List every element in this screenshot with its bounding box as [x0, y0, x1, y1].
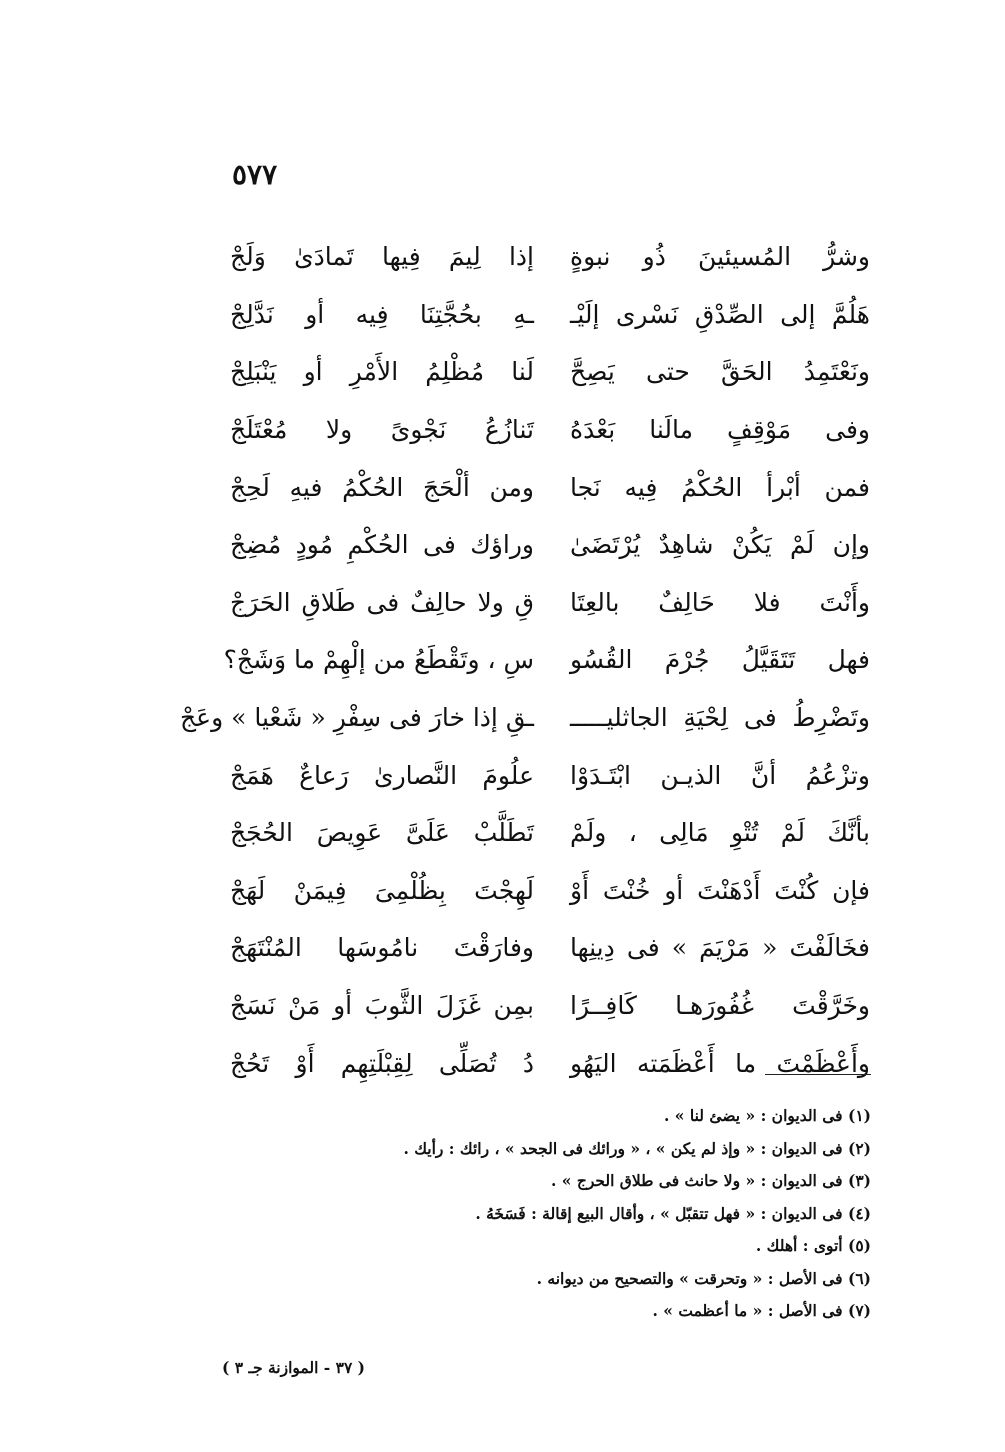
verse-second-hemistich: ـقِ إذا خارَ فى سِفْرِ « شَعْيا » وعَجْ — [180, 703, 534, 733]
verse-first-hemistich: وتَضْرِطُ فى لِحْيَةِ الجاثليـــــ — [570, 703, 870, 733]
verse-line — [230, 804, 870, 862]
verse-first-hemistich: وفى مَوْقِفٍ مالَنا بَعْدَهُ — [570, 415, 870, 445]
verse-second-hemistich: علُومَ النَّصارىٰ رَعاعٌ هَمَجْ — [230, 760, 534, 790]
verse-second-hemistich: وفارَقْتَ نامُوسَها المُنْتَهَجْ — [230, 933, 534, 963]
verse-first-hemistich: بأنَّكَ لَمْ تُتْوِ مَالِى ، ولَمْ — [570, 818, 870, 848]
verse-line — [230, 919, 870, 977]
verse-line — [230, 746, 870, 804]
verse-first-hemistich: وأَنْتَ فلا حَالِفٌ بالعِتَا — [570, 587, 870, 617]
verse-line — [230, 401, 870, 459]
verse-line — [230, 1034, 870, 1092]
verse-first-hemistich: فإن كُنْتَ أَدْهَنْتَ أو خُنْتَ أَوْ — [570, 875, 870, 905]
verse-first-hemistich: وتزْعُمُ أنَّ الذيـن ابْتَـدَوْا — [570, 760, 870, 790]
page-number: ٥٧٧ — [232, 158, 278, 191]
footnote-separator — [765, 1074, 871, 1075]
verse-first-hemistich: وأَعْظَمْتَ ما أَعْظَمَته اليَهُو — [570, 1048, 870, 1078]
verse-second-hemistich: ـهِ بحُجَّتِنَا فِيه أو نَدَّلِجْ — [230, 299, 534, 329]
verse-second-hemistich: لَنا مُظْلِمُ الأَمْرِ أو يَنْبَلِجْ — [230, 357, 534, 387]
footnote: (٦) فى الأصل : « وتحرقت » والتصحيح من ديوانه . — [536, 1268, 871, 1288]
verse-line — [230, 228, 870, 286]
verse-line — [230, 286, 870, 344]
footnote: (١) فى الديوان : « يضئ لنا » . — [664, 1106, 871, 1125]
footnote: (٢) فى الديوان : « وإذ لم يكن » ، « ورائك فى الجحد » ، رائك : رأيك . — [403, 1138, 871, 1158]
verse-line — [230, 516, 870, 574]
verse-first-hemistich: فهل تَتَقَيَّلُ جُرْمَ القُسُو — [570, 645, 870, 675]
verse-line — [223, 631, 870, 689]
verse-first-hemistich: وإن لَمْ يَكُنْ شاهِدٌ يُرْتَضَىٰ — [570, 530, 870, 560]
verse-first-hemistich: فخَالَفْتَ « مَرْيَمَ » فى دِينِها — [570, 933, 870, 963]
book-signature: ( ٣٧ - الموازنة جـ ٣ ) — [222, 1358, 366, 1377]
verse-second-hemistich: بمِن غَزَلَ الثَّوبَ أو مَنْ نَسَجْ — [230, 991, 534, 1021]
verse-second-hemistich: تَطَلَّبْ عَلَىَّ عَوِيصَ الحُجَجْ — [230, 818, 534, 848]
verse-line — [230, 977, 870, 1035]
verse-line — [230, 574, 870, 632]
verse-second-hemistich: دُ تُصَلِّى لِقِبْلَتِهِم أَوْ تَحُجْ — [230, 1048, 534, 1078]
footnote: (٣) فى الديوان : « ولا حانث فى طلاق الحرج » . — [550, 1171, 871, 1190]
verse-first-hemistich: فمن أبْرأ الحُكْمُ فِيه نَجا — [570, 472, 870, 502]
verse-second-hemistich: تَنازُعُ نَجْوىً ولا مُعْتَلَجْ — [230, 415, 534, 445]
footnote: (٥) أتوى : أهلك . — [755, 1236, 871, 1255]
verse-second-hemistich: ومن ألْحَجَ الحُكْمُ فيهِ لَحِجْ — [230, 472, 534, 502]
verse-line — [230, 458, 870, 516]
footnote: (٤) فى الديوان : « فهل تتقبّل » ، وأقال البيع إقالة : فَسَخَهُ . — [475, 1203, 871, 1223]
footnote: (٧) فى الأصل : « ما أعظمت » . — [652, 1301, 871, 1320]
verse-second-hemistich: وراؤك فى الحُكْمِ مُودٍ مُضِجْ — [230, 530, 534, 560]
verse-second-hemistich: قِ ولا حالِفٌ فى طَلاقِ الحَرَجْ — [230, 587, 534, 617]
footnotes — [250, 1100, 871, 1328]
poem — [180, 228, 870, 1092]
verse-second-hemistich: سِ ، وتَقْطَعُ من إلْهِمْ ما وَشَجْ؟ — [223, 645, 534, 675]
verse-first-hemistich: وخَرَّقْتَ غُفُورَهـا كَافِــرًا — [570, 991, 870, 1021]
verse-first-hemistich: وشرُّ المُسيئينَ ذُو نبوةٍ — [570, 242, 870, 272]
verse-line — [180, 689, 870, 747]
verse-line — [230, 862, 870, 920]
verse-first-hemistich: هَلُمَّ إلى الصِّدْقِ نَسْرى إلَيْـ — [570, 299, 870, 329]
verse-first-hemistich: ونَعْتَمِدُ الحَقَّ حتى يَصِحَّ — [570, 357, 870, 387]
verse-second-hemistich: إذا لِيمَ فِيها تَمادَىٰ وَلَجْ — [230, 242, 534, 272]
verse-second-hemistich: لَهِجْتَ بِظُلْمِىَ فِيمَنْ لَهَجْ — [230, 875, 534, 905]
verse-line — [230, 343, 870, 401]
